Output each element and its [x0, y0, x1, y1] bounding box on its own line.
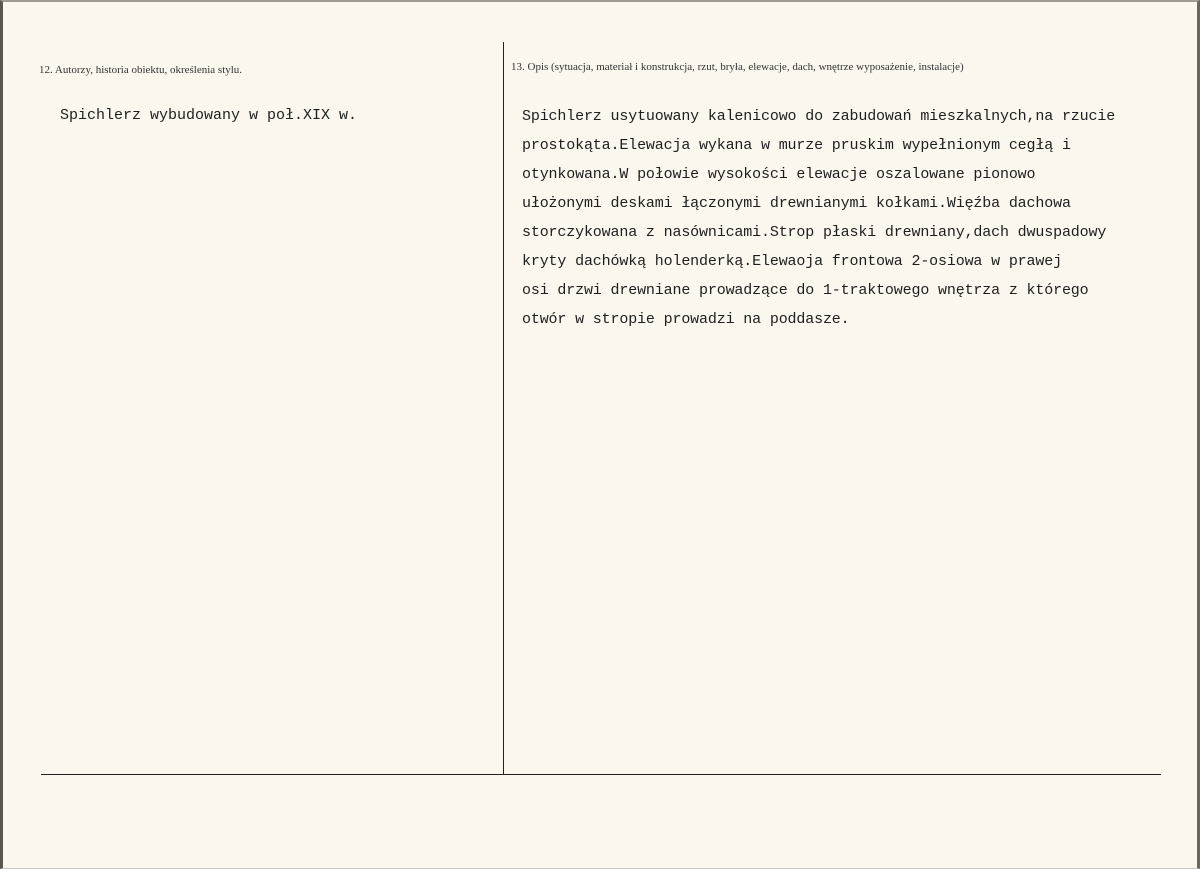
- description-line: Spichlerz usytuowany kalenicowo do zabudowań mieszkalnych,na rzucie: [522, 108, 1116, 125]
- bottom-rule: [41, 774, 1161, 775]
- section-13-text: [522, 107, 1115, 339]
- section-12-text: Spichlerz wybudowany w poł.XIX w.: [60, 107, 358, 124]
- description-line: kryty dachówką holenderką.Elewaoja frontowa 2-osiowa w prawej: [522, 253, 1062, 270]
- description-line: osi drzwi drewniane prowadzące do 1-traktowego wnętrza z którego: [522, 282, 1089, 299]
- description-line: otwór w stropie prowadzi na poddasze.: [522, 311, 850, 328]
- description-line: prostokąta.Elewacja wykana w murze pruskim wypełnionym cegłą i: [522, 137, 1071, 154]
- description-line: storczykowana z nasównicami.Strop płaski drewniany,dach dwuspadowy: [522, 224, 1107, 241]
- description-line: otynkowana.W połowie wysokości elewacje oszalowane pionowo: [522, 166, 1036, 183]
- description-line: ułożonymi deskami łączonymi drewnianymi kołkami.Więźba dachowa: [522, 195, 1071, 212]
- section-12-label: 12. Autorzy, historia obiektu, określenia stylu.: [39, 64, 243, 76]
- section-13-label: 13. Opis (sytuacja, materiał i konstrukcja, rzut, bryła, elewacje, dach, wnętrze wyposażenie, instalacje): [511, 61, 964, 73]
- column-divider: [503, 42, 504, 774]
